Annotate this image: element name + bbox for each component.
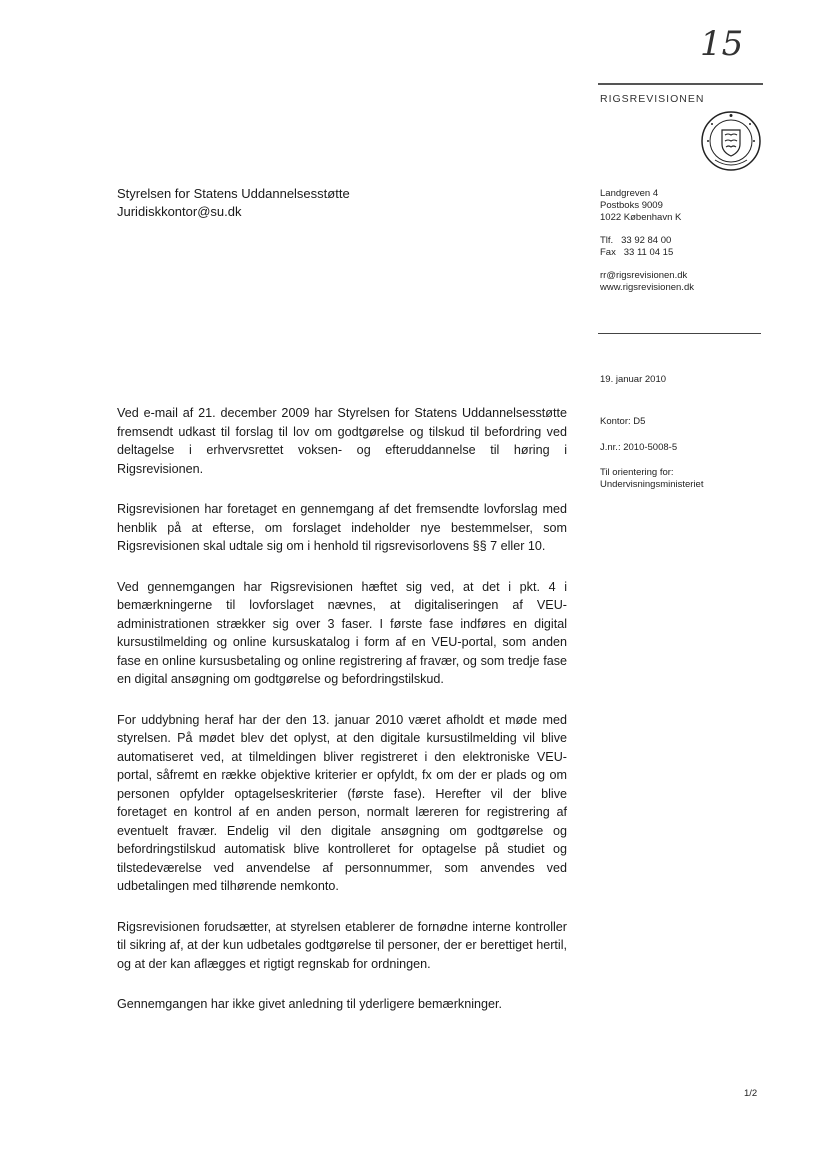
body-paragraph: Ved gennemgangen har Rigsrevisionen hæftet sig ved, at det i pkt. 4 i bemærkningerne til lovforslaget nævnes, at digitaliseringen af VEU-administrationen strækker sig over 3 faser. I første fase indføres en digital kursustilmelding og online kursuskatalog i form af en VEU-portal, som anden fase en online kursusbetaling og online registrering af fravær, og som tredje fase en digital ansøgning om godtgørelse og befordringstilskud. [117, 579, 567, 686]
cc-block [600, 467, 703, 491]
sender-street: Landgreven 4 [600, 188, 659, 199]
letter-date: 19. januar 2010 [600, 374, 667, 385]
sender-website: www.rigsrevisionen.dk [600, 282, 694, 293]
sender-city: 1022 København K [600, 212, 682, 223]
cc-recipient: Undervisningsministeriet [600, 479, 704, 490]
sender-contact-block [600, 188, 694, 294]
page-indicator: 1/2 [744, 1088, 758, 1099]
letterhead-top-rule [598, 83, 763, 85]
body-paragraph: Rigsrevisionen har foretaget en gennemgang af det fremsendte lovforslag med henblik på at efterse, om forslaget indeholder nye bestemmelser, som Rigsrevisionen skal udtale sig om i henhold til rigsrevisorlovens §§ 7 eller 10. [117, 502, 567, 553]
journal-number: J.nr.: 2010-5008-5 [600, 442, 678, 453]
contact-divider [598, 333, 761, 334]
rigsrevisionen-seal-icon [700, 110, 762, 172]
letter-body [117, 404, 567, 1036]
sender-email: rr@rigsrevisionen.dk [600, 270, 688, 281]
recipient-block [117, 185, 350, 221]
body-paragraph: Gennemgangen har ikke givet anledning til yderligere bemærkninger. [117, 997, 503, 1011]
body-paragraph: Ved e-mail af 21. december 2009 har Styrelsen for Statens Uddannelsesstøtte fremsendt udkast til forslag til lov om godtgørelse og tilskud til befordring ved deltagelse i erhvervsrettet voksen- og efteruddannelse til høring i Rigsrevisionen. [117, 406, 567, 476]
sender-fax: Fax 33 11 04 15 [600, 247, 674, 258]
sender-phone: Tlf. 33 92 84 00 [600, 235, 672, 246]
cc-label: Til orientering for: [600, 467, 674, 478]
office-reference: Kontor: D5 [600, 416, 646, 427]
recipient-name: Styrelsen for Statens Uddannelsesstøtte [117, 186, 350, 201]
recipient-email: Juridiskkontor@su.dk [117, 204, 242, 219]
body-paragraph: Rigsrevisionen forudsætter, at styrelsen etablerer de fornødne interne kontroller til sikring af, at der kun udbetales godtgørelse til personer, der er berettiget hertil, og at der kan aflægges et rigtigt regnskab for ordningen. [117, 919, 567, 971]
handwritten-page-number: 15 [700, 24, 744, 64]
sender-po-box: Postboks 9009 [600, 200, 663, 211]
organization-name: RIGSREVISIONEN [600, 93, 705, 105]
body-paragraph: For uddybning heraf har der den 13. januar 2010 været afholdt et møde med styrelsen. På mødet blev det oplyst, at den digitale kursustilmelding vil blive automatiseret ved, at tilmeldingen bliver registreret i den elektroniske VEU-portal, såfremt en række objektive kriterier er opfyldt, fx om der er plads og om personen opfylder optagelseskriterier (første fase). Herefter vil der blive foretaget en kontrol af en anden person, normalt læreren for registrering af eventuelt fravær. Endelig vil den digitale ansøgning om godtgørelse og befordringstilskud automatisk blive kontrolleret for optagelse på studiet og tilstedeværelse ved anvendelse af personnummer, som anvendes ved udbetalingen med tilhørende nemkonto. [117, 712, 567, 893]
